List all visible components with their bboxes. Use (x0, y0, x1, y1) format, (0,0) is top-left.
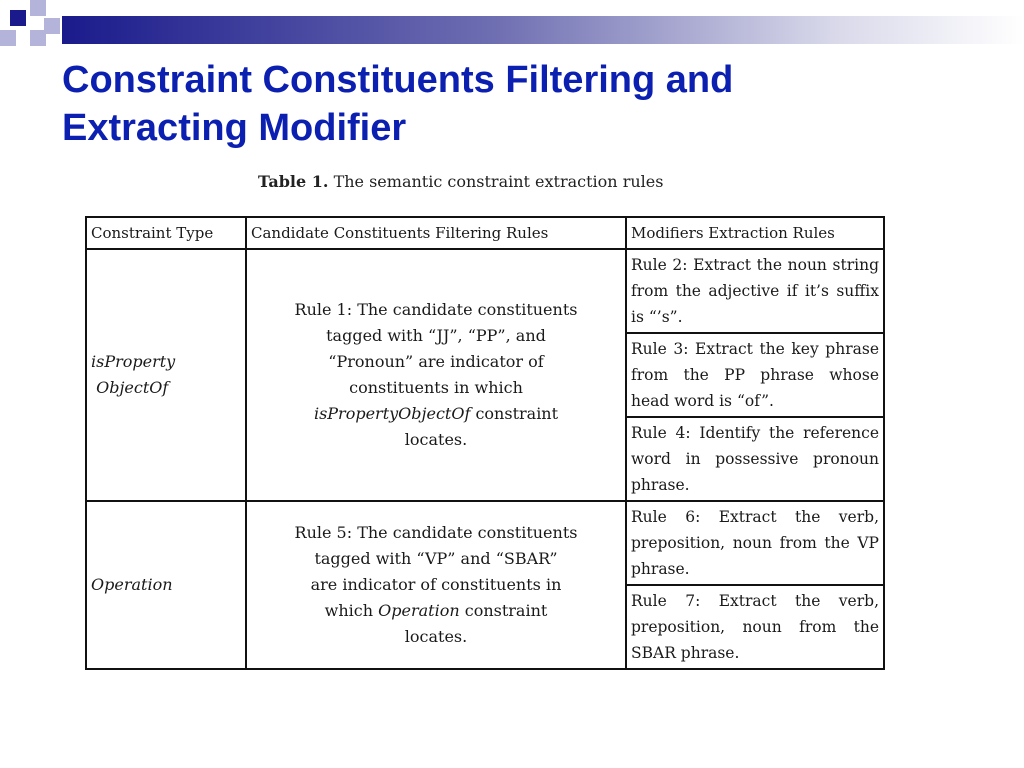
extraction-rule-cell: Rule 3: Extract the key phrase from the PP phrase whose head word is “of”. (626, 333, 884, 417)
slide-title-line2: Extracting Modifier (62, 107, 407, 149)
decor-square (30, 0, 46, 16)
title-accent-bar (62, 16, 1024, 44)
filter-rule-text: tagged with “VP” and “SBAR” (314, 549, 558, 568)
table-row (86, 249, 884, 333)
header-extraction-rules: Modifiers Extraction Rules (626, 217, 884, 249)
decor-square (10, 10, 26, 26)
filter-rule-text: “Pronoun” are indicator of (328, 352, 544, 371)
filter-rule-text: which (324, 601, 379, 620)
filter-rule-text: constraint (470, 404, 559, 423)
filter-rule-text: tagged with “JJ”, “PP”, and (326, 326, 546, 345)
rules-table (85, 216, 885, 670)
extraction-rule-cell: Rule 4: Identify the reference word in possessive pronoun phrase. (626, 417, 884, 501)
filter-rule-text: Rule 5: The candidate constituents (294, 523, 578, 542)
caption-text: The semantic constraint extraction rules (333, 172, 664, 191)
constraint-type-cell (86, 249, 246, 501)
decor-square (44, 18, 60, 34)
extraction-rule-cell: Rule 7: Extract the verb, preposition, noun from the SBAR phrase. (626, 585, 884, 669)
filtering-rule-cell (246, 501, 626, 669)
decor-square (0, 30, 16, 46)
filter-rule-text: are indicator of constituents in (310, 575, 562, 594)
filter-rule-text: constraint (459, 601, 548, 620)
slide-title-line1: Constraint Constituents Filtering and (62, 59, 734, 101)
constraint-type-text: ObjectOf (96, 378, 169, 397)
constraint-type-text: Operation (91, 575, 173, 594)
filter-rule-text: locates. (404, 430, 468, 449)
filter-rule-text: Operation (378, 601, 460, 620)
table-caption (258, 172, 663, 191)
header-constraint-type: Constraint Type (86, 217, 246, 249)
constraint-type-cell (86, 501, 246, 669)
table-header-row (86, 217, 884, 249)
constraint-type-text: isProperty (91, 352, 176, 371)
filter-rule-text: isPropertyObjectOf (313, 404, 471, 423)
header-filtering-rules: Candidate Constituents Filtering Rules (246, 217, 626, 249)
filter-rule-text: Rule 1: The candidate constituents (294, 300, 578, 319)
slide-title (62, 56, 962, 152)
filter-rule-text: constituents in which (349, 378, 523, 397)
caption-label: Table 1. (258, 172, 329, 191)
filtering-rule-cell (246, 249, 626, 501)
filter-rule-text: locates. (404, 627, 468, 646)
extraction-rule-cell: Rule 6: Extract the verb, preposition, noun from the VP phrase. (626, 501, 884, 585)
table-row (86, 501, 884, 585)
extraction-rule-cell: Rule 2: Extract the noun string from the adjective if it’s suffix is “’s”. (626, 249, 884, 333)
